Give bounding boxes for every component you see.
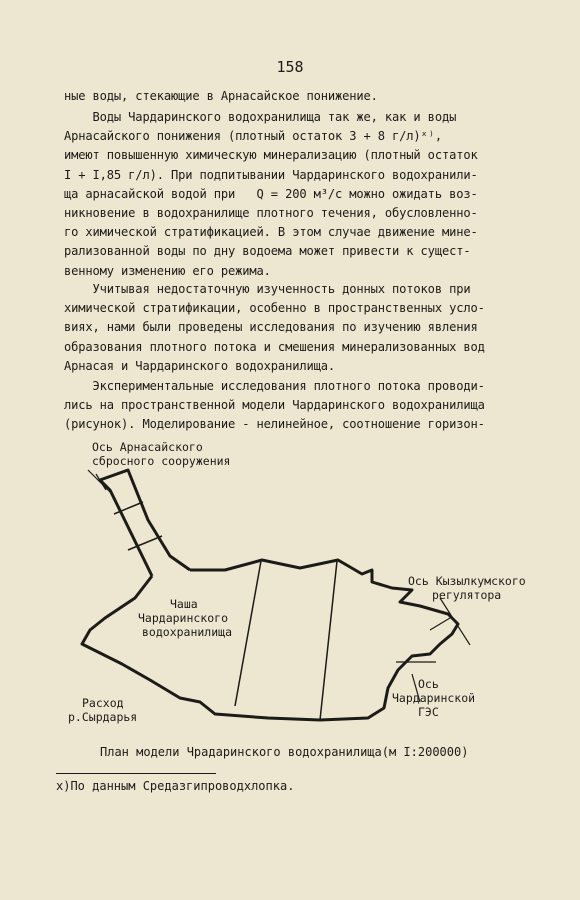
reservoir-section-line (320, 561, 337, 720)
reservoir-model-plan (0, 430, 580, 745)
arnasay-axis-label: сбросного сооружения (92, 454, 231, 468)
discharge-label: р.Сырдарья (68, 710, 138, 724)
bowl-label: Чардаринского (138, 611, 229, 625)
kyzylkum-axis-mark (430, 618, 450, 630)
paragraph-density-currents: Учитывая недостаточную изученность донных потоков при химической стратификации, особенно в пространственных усло- виях, нами были проведены исследования по изучению явления образования плотного потока и смешения минерализованных вод Арнасая и Чардаринского водохранилища. (64, 282, 485, 373)
kyzylkum-axis-label: регулятора (432, 588, 502, 602)
reservoir-section-line (235, 561, 261, 706)
arnasay-axis-mark (96, 474, 106, 490)
arnasay-channel-walls (100, 470, 190, 576)
hes-axis-label: Чардаринской (392, 691, 476, 705)
footnote: х)По данным Средазгипроводхлопка. (56, 779, 295, 793)
arnasay-axis-mark (88, 470, 110, 492)
figure-labels (68, 440, 526, 724)
paragraph-mineralization: Воды Чардаринского водохранилища так же, как и воды Арнасайского понижения (плотный остаток 3 + 8 г/л)ˣ⁾, имеют повышенную химическую минерализацию (плотный остаток I + I,85 г/л). При подпитывании Чардаринского водохранили- ща арнасайской водой при Q = 200 м³/с можно ожидать воз- никновение в водохранилище плотного течения, обусловленно- го химической стратификацией. В этом случае движение мине- рализованной воды по дну водоема может привести к сущест- венному изменению его режима. (64, 110, 478, 278)
paragraph-continuation: ные воды, стекающие в Арнасайское понижение. (64, 89, 378, 103)
reservoir-outline (82, 470, 458, 720)
bowl-label: Чаша (170, 597, 198, 611)
footnote-divider (56, 773, 216, 774)
bowl-label: водохранилища (142, 625, 233, 639)
paragraph-experiments: Экспериментальные исследования плотного потока проводи- лись на пространственной модели Чардаринского водохранилища (рисунок). Моделирование - нелинейное, соотношение горизон- (64, 379, 485, 432)
discharge-label: Расход (82, 696, 124, 710)
hes-axis-label: ГЭС (418, 705, 439, 719)
hes-axis-label: Ось (418, 677, 439, 691)
figure-caption: План модели Чрадаринского водохранилища(м I:200000) (100, 745, 469, 759)
kyzylkum-axis-label: Ось Кызылкумского (408, 574, 526, 588)
arnasay-axis-label: Ось Арнасайского (92, 440, 203, 454)
page-number: 158 (276, 58, 304, 76)
